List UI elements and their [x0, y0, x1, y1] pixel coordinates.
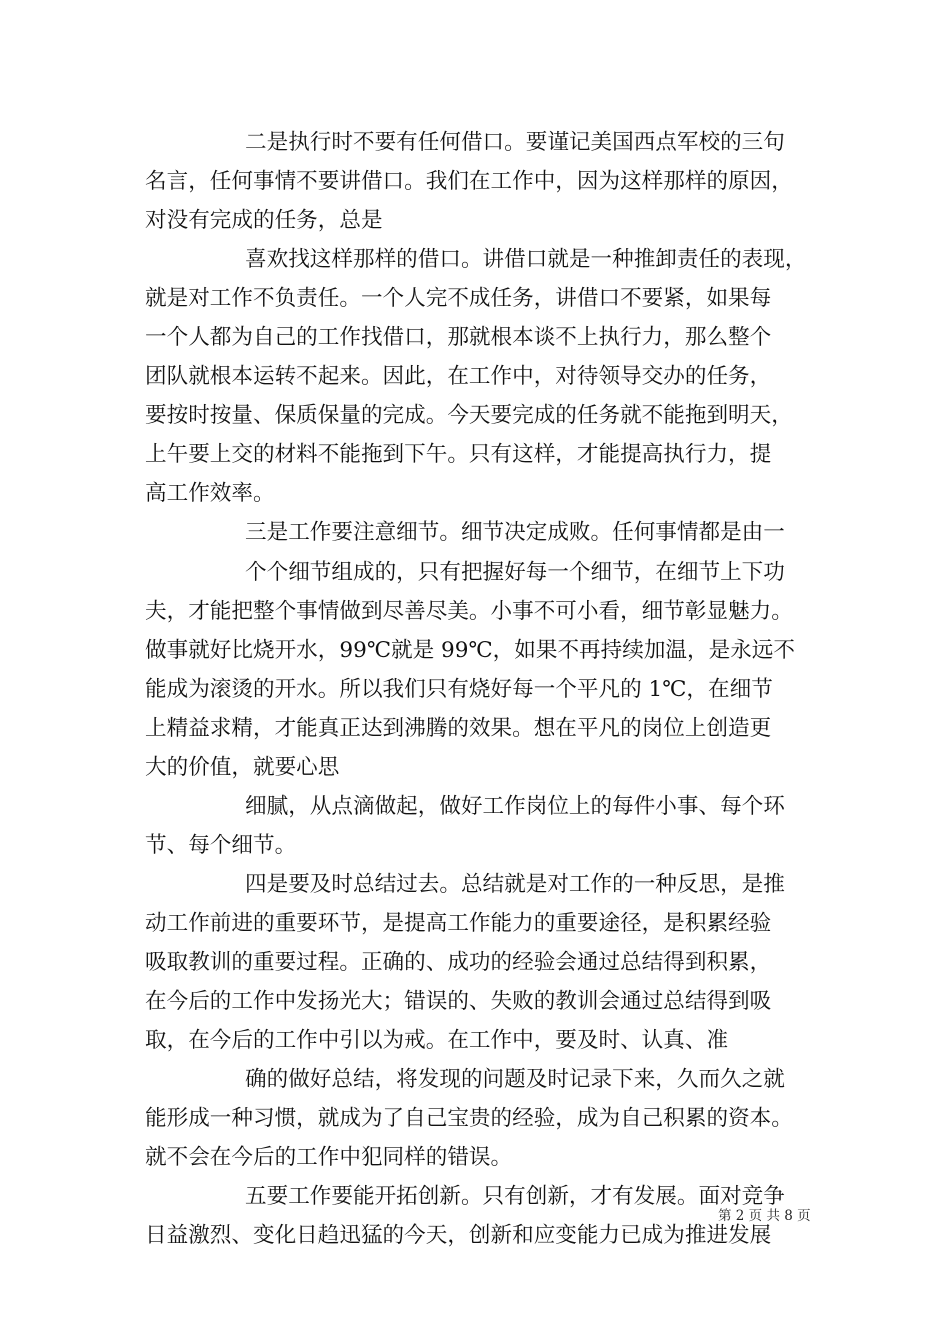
text-line-11: 三是工作要注意细节。细节决定成败。任何事情都是由一: [245, 520, 785, 546]
body-text: [145, 124, 815, 1256]
text-line-26: 能形成一种习惯，就成为了自己宝贵的经验，成为自己积累的资本。: [145, 1106, 793, 1132]
text-line-2: 名言，任何事情不要讲借口。我们在工作中，因为这样那样的原因，: [145, 169, 793, 195]
text-line-5: 就是对工作不负责任。一个人完不成任务，讲借口不要紧，如果每: [145, 286, 772, 312]
text-line-27: 就不会在今后的工作中犯同样的错误。: [145, 1145, 513, 1171]
page-number: 第 2 页 共 8 页: [718, 1208, 811, 1224]
text-line-1: 二是执行时不要有任何借口。要谨记美国西点军校的三句: [245, 130, 785, 155]
text-line-7: 团队就根本运转不起来。因此，在工作中，对待领导交办的任务，: [145, 364, 772, 390]
text-line-15: 能成为滚烫的开水。所以我们只有烧好每一个平凡的 1℃，在细节: [145, 676, 773, 702]
text-line-24: 取，在今后的工作中引以为戒。在工作中，要及时、认真、准: [145, 1028, 729, 1054]
text-line-6: 一个人都为自己的工作找借口，那就根本谈不上执行力，那么整个: [145, 325, 772, 351]
text-line-9: 上午要上交的材料不能拖到下午。只有这样，才能提高执行力，提: [145, 442, 772, 468]
text-line-21: 动工作前进的重要环节，是提高工作能力的重要途径，是积累经验: [145, 910, 772, 936]
text-line-8: 要按时按量、保质保量的完成。今天要完成的任务就不能拖到明天，: [145, 403, 793, 429]
text-line-23: 在今后的工作中发扬光大；错误的、失败的教训会通过总结得到吸: [145, 989, 772, 1015]
text-line-18: 细腻，从点滴做起，做好工作岗位上的每件小事、每个环: [245, 793, 785, 819]
text-line-22: 吸取教训的重要过程。正确的、成功的经验会通过总结得到积累，: [145, 949, 772, 975]
text-line-13: 夫，才能把整个事情做到尽善尽美。小事不可小看，细节彰显魅力。: [145, 598, 793, 624]
text-line-29: 日益激烈、变化日趋迅猛的今天，创新和应变能力已成为推进发展: [145, 1223, 772, 1249]
text-line-28: 五要工作要能开拓创新。只有创新，才有发展。面对竞争: [245, 1184, 785, 1210]
text-line-4: 喜欢找这样那样的借口。讲借口就是一种推卸责任的表现，: [245, 247, 807, 273]
text-line-12: 个个细节组成的，只有把握好每一个细节，在细节上下功: [245, 559, 785, 585]
text-line-3: 对没有完成的任务，总是: [145, 208, 383, 234]
text-line-25: 确的做好总结，将发现的问题及时记录下来，久而久之就: [245, 1067, 785, 1093]
text-line-17: 大的价值，就要心思: [145, 754, 340, 780]
text-line-14: 做事就好比烧开水，99℃就是 99℃，如果不再持续加温，是永远不: [145, 637, 795, 663]
text-line-19: 节、每个细节。: [145, 832, 297, 858]
text-line-20: 四是要及时总结过去。总结就是对工作的一种反思，是推: [245, 871, 785, 897]
text-line-10: 高工作效率。: [145, 481, 275, 507]
text-line-16: 上精益求精，才能真正达到沸腾的效果。想在平凡的岗位上创造更: [145, 715, 772, 741]
